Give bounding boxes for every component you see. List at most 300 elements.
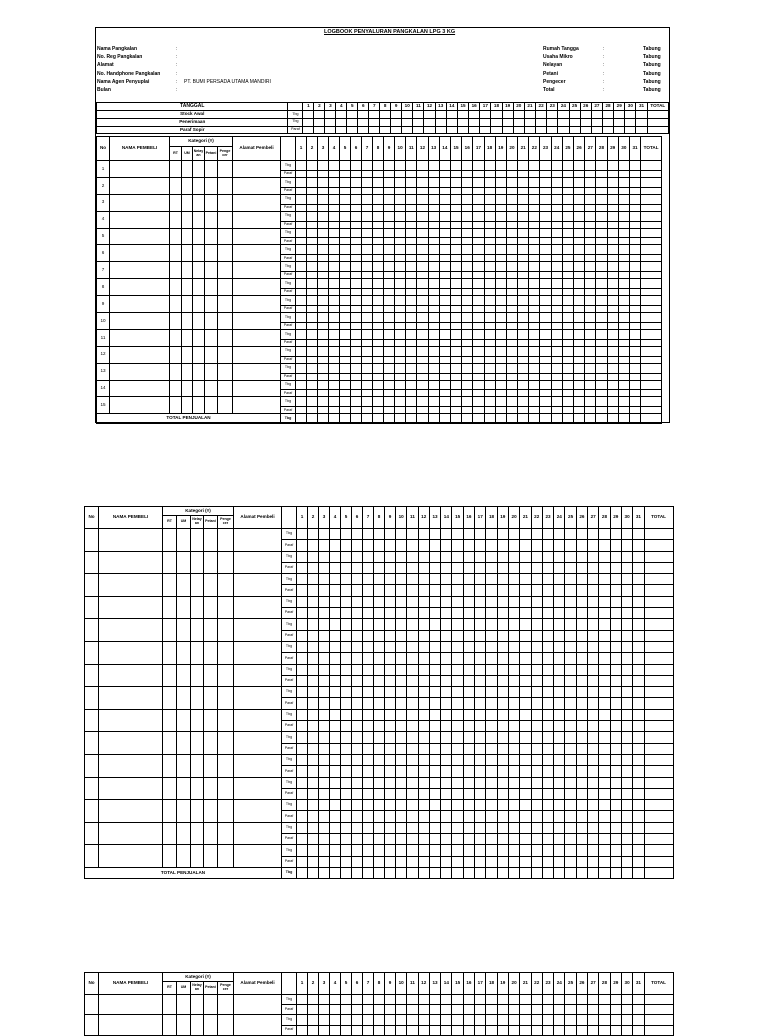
sale-value-cell	[462, 329, 473, 339]
category-check-cell	[193, 329, 205, 346]
sale-value-cell	[351, 262, 362, 272]
sale-value-cell	[621, 732, 632, 743]
sale-value-cell	[599, 811, 610, 822]
sale-value-cell	[599, 675, 610, 686]
sale-value-cell	[641, 187, 662, 194]
sale-value-cell	[351, 373, 362, 380]
row-number	[85, 994, 99, 1014]
sale-value-cell	[529, 339, 540, 346]
sale-value-cell	[607, 407, 618, 414]
sale-value-cell	[330, 1005, 341, 1015]
sale-value-cell	[542, 528, 553, 539]
sale-value-cell	[417, 373, 428, 380]
sale-value-cell	[484, 356, 495, 363]
row-number: 8	[97, 279, 110, 296]
day-header: 12	[424, 103, 435, 111]
sale-value-cell	[352, 596, 363, 607]
sale-value-cell	[610, 856, 621, 867]
sale-value-cell	[518, 221, 529, 228]
sale-value-cell	[518, 238, 529, 245]
sale-value-cell	[319, 698, 330, 709]
sale-value-cell	[633, 551, 644, 562]
sale-value-cell	[428, 339, 439, 346]
sale-value-cell	[441, 698, 452, 709]
category-check-cell	[204, 1015, 218, 1035]
sale-value-cell	[406, 356, 417, 363]
sale-value-cell	[351, 187, 362, 194]
sale-value-cell	[618, 289, 629, 296]
sale-value-cell	[308, 562, 319, 573]
day-header: 7	[363, 973, 374, 995]
day-header: 22	[531, 973, 542, 995]
sale-value-cell	[462, 160, 473, 170]
day-header: 2	[308, 507, 319, 529]
sale-value-cell	[633, 562, 644, 573]
tbg-label: Tbg	[281, 329, 296, 339]
sale-value-cell	[329, 211, 340, 221]
stock-value-cell	[625, 126, 636, 134]
sale-value-cell	[396, 788, 407, 799]
sale-value-cell	[296, 160, 307, 170]
sale-value-cell	[384, 322, 395, 329]
sale-value-cell	[607, 363, 618, 373]
sale-value-cell	[362, 177, 373, 187]
sale-value-cell	[406, 373, 417, 380]
stock-value-cell	[536, 126, 547, 134]
sale-value-cell	[363, 698, 374, 709]
sale-value-cell	[362, 289, 373, 296]
sale-value-cell	[588, 777, 599, 788]
sale-value-cell	[395, 255, 406, 262]
sale-value-cell	[395, 296, 406, 306]
sale-value-cell	[562, 238, 573, 245]
sale-value-cell	[329, 296, 340, 306]
stock-value-cell	[569, 111, 580, 119]
sale-value-cell	[473, 390, 484, 397]
sale-value-cell	[574, 211, 585, 221]
stock-value-cell	[636, 111, 647, 119]
sale-value-cell	[618, 322, 629, 329]
sale-value-cell	[585, 322, 596, 329]
sale-value-cell	[588, 834, 599, 845]
row-number	[85, 800, 99, 823]
sale-value-cell	[395, 221, 406, 228]
sale-value-cell	[518, 255, 529, 262]
sale-value-cell	[473, 363, 484, 373]
category-check-cell	[170, 397, 182, 414]
sale-value-cell	[486, 1025, 497, 1035]
sale-value-cell	[618, 279, 629, 289]
sale-value-cell	[330, 619, 341, 630]
sale-value-cell	[562, 306, 573, 313]
buyer-address-cell	[234, 528, 282, 551]
sale-value-cell	[374, 619, 385, 630]
sale-value-cell	[633, 540, 644, 551]
sale-value-cell	[308, 687, 319, 698]
day-header: 8	[374, 973, 385, 995]
sale-value-cell	[341, 540, 352, 551]
sale-value-cell	[629, 373, 640, 380]
sale-value-cell	[341, 732, 352, 743]
sale-value-cell	[352, 856, 363, 867]
stock-row-label: Penerimaan	[97, 118, 288, 126]
total-value-cell	[429, 867, 440, 878]
sale-value-cell	[428, 397, 439, 407]
sale-value-cell	[352, 562, 363, 573]
buyer-name-cell	[110, 160, 170, 177]
info-colon: :	[176, 46, 178, 52]
stock-value-cell	[336, 118, 347, 126]
sale-value-cell	[463, 834, 474, 845]
sale-value-cell	[554, 721, 565, 732]
sale-value-cell	[318, 228, 329, 238]
sale-value-cell	[439, 160, 450, 170]
info-label: No. Reg Pangkalan	[97, 54, 143, 61]
sale-value-cell	[373, 211, 384, 221]
sale-value-cell	[576, 585, 587, 596]
sale-value-cell	[486, 641, 497, 652]
day-header: 30	[625, 103, 636, 111]
sale-value-cell	[395, 211, 406, 221]
sale-value-cell	[462, 255, 473, 262]
info-label: Nama Agen Penyuplai	[97, 78, 150, 85]
sale-value-cell	[330, 811, 341, 822]
sale-value-cell	[497, 1025, 508, 1035]
sale-value-cell	[497, 856, 508, 867]
sale-value-cell	[362, 221, 373, 228]
sale-value-cell	[551, 373, 562, 380]
sale-value-cell	[407, 641, 418, 652]
sale-value-cell	[384, 397, 395, 407]
sale-value-cell	[506, 329, 517, 339]
sale-value-cell	[441, 811, 452, 822]
sale-value-cell	[407, 664, 418, 675]
category-check-cell	[218, 528, 234, 551]
sale-value-cell	[610, 834, 621, 845]
total-value-cell	[551, 414, 562, 424]
category-check-cell	[170, 262, 182, 279]
sale-value-cell	[508, 653, 519, 664]
sale-value-cell	[520, 1005, 531, 1015]
category-check-cell	[170, 346, 182, 363]
sale-value-cell	[450, 211, 461, 221]
sale-value-cell	[417, 245, 428, 255]
sale-value-cell	[529, 407, 540, 414]
sale-value-cell	[508, 743, 519, 754]
sale-value-cell	[551, 339, 562, 346]
paraf-label: Paraf	[282, 1025, 297, 1035]
buyer-address-cell	[233, 329, 281, 346]
sale-value-cell	[441, 675, 452, 686]
sale-value-cell	[340, 194, 351, 204]
sale-value-cell	[395, 339, 406, 346]
sale-value-cell	[497, 1005, 508, 1015]
row-number	[85, 574, 99, 597]
sale-value-cell	[384, 363, 395, 373]
sale-value-cell	[473, 272, 484, 279]
kategori-header: Kategori (#)	[163, 507, 234, 516]
sale-value-cell	[318, 255, 329, 262]
sale-value-cell	[596, 363, 607, 373]
sale-value-cell	[473, 194, 484, 204]
sale-value-cell	[518, 262, 529, 272]
stock-value-cell	[558, 118, 569, 126]
sale-value-cell	[641, 313, 662, 323]
stock-value-cell	[424, 126, 435, 134]
sale-value-cell	[428, 187, 439, 194]
category-check-cell	[177, 551, 191, 574]
day-header: 20	[513, 103, 524, 111]
sale-value-cell	[576, 845, 587, 856]
stock-value-cell	[569, 126, 580, 134]
day-header: 18	[486, 507, 497, 529]
sale-value-cell	[518, 390, 529, 397]
sale-value-cell	[495, 373, 506, 380]
sale-value-cell	[396, 664, 407, 675]
sale-value-cell	[599, 856, 610, 867]
paraf-label: Paraf	[282, 608, 297, 619]
sale-value-cell	[484, 221, 495, 228]
sale-value-cell	[585, 339, 596, 346]
tbg-label: Tbg	[281, 279, 296, 289]
category-check-cell	[204, 822, 218, 845]
sale-value-cell	[518, 373, 529, 380]
sale-value-cell	[363, 641, 374, 652]
sale-value-cell	[318, 322, 329, 329]
sale-value-cell	[554, 788, 565, 799]
sale-value-cell	[463, 766, 474, 777]
sale-value-cell	[407, 653, 418, 664]
sale-value-cell	[520, 653, 531, 664]
sale-value-cell	[341, 788, 352, 799]
stock-value-cell	[491, 111, 502, 119]
sale-value-cell	[351, 211, 362, 221]
stock-value-cell	[524, 118, 535, 126]
sale-value-cell	[588, 822, 599, 833]
sale-value-cell	[384, 346, 395, 356]
category-check-cell	[193, 313, 205, 330]
category-check-cell	[163, 732, 177, 755]
category-check-cell	[205, 397, 218, 414]
info-colon: :	[176, 54, 178, 61]
sale-value-cell	[621, 754, 632, 765]
sale-value-cell	[554, 822, 565, 833]
total-value-cell	[428, 414, 439, 424]
sale-value-cell	[599, 834, 610, 845]
sale-value-cell	[633, 994, 644, 1004]
sale-value-cell	[319, 777, 330, 788]
sale-value-cell	[330, 540, 341, 551]
sale-value-cell	[585, 390, 596, 397]
summary-label: Usaha Mikro	[543, 54, 573, 61]
sale-value-cell	[596, 346, 607, 356]
sale-value-cell	[531, 845, 542, 856]
sale-value-cell	[441, 800, 452, 811]
sale-value-cell	[341, 630, 352, 641]
sale-value-cell	[374, 540, 385, 551]
category-check-cell	[204, 551, 218, 574]
sale-value-cell	[406, 262, 417, 272]
sale-value-cell	[297, 574, 308, 585]
day-header: 7	[369, 103, 380, 111]
sale-value-cell	[520, 834, 531, 845]
sale-value-cell	[599, 608, 610, 619]
sale-value-cell	[520, 777, 531, 788]
sale-value-cell	[308, 1005, 319, 1015]
sale-value-cell	[341, 811, 352, 822]
sale-value-cell	[596, 170, 607, 177]
sale-value-cell	[497, 788, 508, 799]
sale-value-cell	[395, 245, 406, 255]
sale-value-cell	[318, 296, 329, 306]
sale-value-cell	[497, 721, 508, 732]
sale-value-cell	[520, 596, 531, 607]
sale-value-cell	[373, 356, 384, 363]
sale-value-cell	[384, 356, 395, 363]
sale-value-cell	[362, 238, 373, 245]
sale-value-cell	[351, 289, 362, 296]
sale-value-cell	[428, 255, 439, 262]
sale-value-cell	[475, 834, 486, 845]
category-check-cell	[182, 380, 193, 397]
category-check-cell	[204, 641, 218, 664]
sale-value-cell	[417, 407, 428, 414]
sale-value-cell	[296, 245, 307, 255]
sale-value-cell	[395, 228, 406, 238]
sale-value-cell	[296, 289, 307, 296]
stock-row-label: Stock Awal	[97, 111, 288, 119]
sale-value-cell	[319, 822, 330, 833]
sale-value-cell	[542, 1005, 553, 1015]
sale-value-cell	[529, 272, 540, 279]
total-value-cell	[374, 867, 385, 878]
sale-value-cell	[576, 664, 587, 675]
sale-value-cell	[529, 238, 540, 245]
sale-value-cell	[554, 596, 565, 607]
sale-value-cell	[565, 709, 576, 720]
sale-value-cell	[428, 272, 439, 279]
total-value-cell	[308, 867, 319, 878]
sale-value-cell	[518, 279, 529, 289]
sale-value-cell	[396, 551, 407, 562]
sale-value-cell	[588, 641, 599, 652]
sale-value-cell	[596, 397, 607, 407]
category-check-cell	[204, 845, 218, 868]
sale-value-cell	[296, 306, 307, 313]
category-check-cell	[204, 687, 218, 710]
sale-value-cell	[329, 279, 340, 289]
sale-value-cell	[473, 397, 484, 407]
stock-value-cell	[457, 111, 468, 119]
sale-value-cell	[428, 322, 439, 329]
sale-value-cell	[529, 170, 540, 177]
info-label: Nama Pangkalan	[97, 46, 138, 52]
sale-value-cell	[554, 743, 565, 754]
day-header: 12	[418, 507, 429, 529]
sale-value-cell	[341, 698, 352, 709]
sale-value-cell	[341, 743, 352, 754]
sale-value-cell	[629, 380, 640, 390]
sale-value-cell	[385, 585, 396, 596]
sale-value-cell	[520, 551, 531, 562]
sale-value-cell	[296, 363, 307, 373]
sale-value-cell	[644, 811, 673, 822]
buyer-name-cell	[99, 709, 163, 732]
sale-value-cell	[576, 709, 587, 720]
stock-value-cell	[580, 111, 591, 119]
sale-value-cell	[373, 397, 384, 407]
category-check-cell	[191, 732, 204, 755]
sale-value-cell	[429, 562, 440, 573]
sale-value-cell	[373, 204, 384, 211]
sale-value-cell	[475, 777, 486, 788]
category-check-cell	[218, 228, 233, 245]
day-header: 3	[319, 973, 330, 995]
sale-value-cell	[330, 528, 341, 539]
sale-value-cell	[508, 585, 519, 596]
sale-value-cell	[418, 574, 429, 585]
sale-value-cell	[418, 822, 429, 833]
category-check-cell	[177, 596, 191, 619]
sale-value-cell	[297, 788, 308, 799]
sale-value-cell	[318, 160, 329, 170]
stock-value-cell	[369, 126, 380, 134]
day-header: 11	[413, 103, 424, 111]
sale-value-cell	[439, 204, 450, 211]
category-check-cell	[204, 596, 218, 619]
sale-value-cell	[495, 329, 506, 339]
sale-value-cell	[450, 194, 461, 204]
category-check-cell	[170, 245, 182, 262]
sale-value-cell	[319, 574, 330, 585]
day-header: 6	[352, 507, 363, 529]
paraf-label: Paraf	[281, 170, 296, 177]
sale-value-cell	[340, 390, 351, 397]
no-header: No	[97, 137, 110, 161]
sale-value-cell	[565, 585, 576, 596]
sale-value-cell	[439, 397, 450, 407]
sale-value-cell	[486, 596, 497, 607]
logbook-page-3	[84, 972, 700, 1032]
sale-value-cell	[362, 255, 373, 262]
sale-value-cell	[396, 630, 407, 641]
sale-value-cell	[452, 664, 463, 675]
sale-value-cell	[417, 187, 428, 194]
sale-value-cell	[373, 262, 384, 272]
category-check-cell	[205, 363, 218, 380]
sale-value-cell	[551, 390, 562, 397]
sale-value-cell	[475, 721, 486, 732]
sale-value-cell	[551, 329, 562, 339]
sale-value-cell	[495, 177, 506, 187]
sale-value-cell	[542, 754, 553, 765]
sale-value-cell	[318, 177, 329, 187]
category-check-cell	[182, 296, 193, 313]
sale-value-cell	[588, 1005, 599, 1015]
sale-value-cell	[374, 709, 385, 720]
sale-value-cell	[441, 834, 452, 845]
sale-value-cell	[363, 709, 374, 720]
category-check-cell	[218, 574, 234, 597]
sale-value-cell	[463, 551, 474, 562]
sale-value-cell	[452, 1005, 463, 1015]
sale-value-cell	[508, 574, 519, 585]
sale-value-cell	[418, 709, 429, 720]
sale-value-cell	[529, 313, 540, 323]
sale-value-cell	[585, 373, 596, 380]
sale-value-cell	[644, 653, 673, 664]
sale-value-cell	[297, 766, 308, 777]
